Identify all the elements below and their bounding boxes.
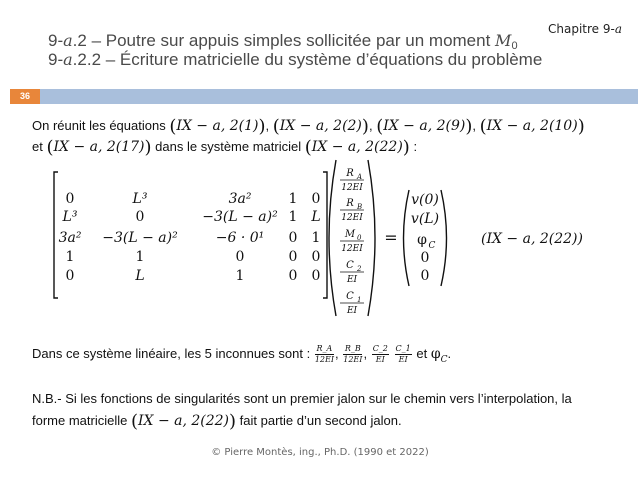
intro-line-2: et (IX − a, 2(17)) dans le système matriciel (IX − a, 2(22)) : xyxy=(32,137,418,158)
rhs-cell: v(L) xyxy=(410,211,440,227)
matrix-cell: 3a² xyxy=(58,230,82,246)
unknown-den: EI xyxy=(346,306,358,316)
rhs-cell-sub: C xyxy=(428,241,436,251)
matrix-cell: 1 xyxy=(235,268,245,284)
unknown-den: 12EI xyxy=(341,244,363,254)
matrix-cell: L xyxy=(135,268,145,284)
matrix-cell: 1 xyxy=(288,209,298,225)
matrix-cell: 0 xyxy=(311,191,321,207)
rhs-left-paren xyxy=(404,190,410,286)
unknown-num-sub: 0 xyxy=(357,234,362,242)
footer-copyright: © Pierre Montès, ing., Ph.D. (1990 et 2022) xyxy=(211,447,429,458)
unknown-num: R xyxy=(346,168,354,179)
matrix-cell: 1 xyxy=(288,191,298,207)
unknown-num-sub: 2 xyxy=(357,265,362,273)
matrix-cell: 0 xyxy=(311,268,321,284)
matrix-cell: −6 · 0¹ xyxy=(215,230,265,246)
matrix-left-bracket xyxy=(54,172,58,298)
nb-line-1: N.B.- Si les fonctions de singularités sont un premier jalon sur le chemin vers l’interpolation, la xyxy=(32,391,572,406)
unknown-frac-ra: $\frac{R\_A}{12EI}$ xyxy=(314,344,334,364)
matrix-cell: 0 xyxy=(235,249,245,265)
matrix-cell: 1 xyxy=(65,249,75,265)
rhs-right-paren xyxy=(441,190,447,286)
vector-right-paren xyxy=(368,160,375,316)
matrix-cell: L³ xyxy=(62,209,78,225)
matrix-cell: 1 xyxy=(135,249,145,265)
unknown-num: M xyxy=(344,229,356,240)
matrix-cell: L xyxy=(311,209,321,225)
unknown-num-sub: A xyxy=(357,173,363,181)
unknown-frac-c2: $\frac{C\_2}{EI}$ xyxy=(372,344,388,364)
matrix-cell: 0 xyxy=(288,249,298,265)
matrix-cell: 0 xyxy=(288,268,298,284)
equation-label: (IX − a, 2(22)) xyxy=(481,231,583,247)
unknown-num: C xyxy=(346,260,354,271)
unknown-den: EI xyxy=(346,275,358,285)
unknown-num: C xyxy=(346,291,354,302)
intro-line-1: On réunit les équations (IX − a, 2(1)), (IX − a, 2(2)), (IX − a, 2(9)), (IX − a, 2(10)) xyxy=(32,116,585,137)
rhs-cell: φ xyxy=(417,232,427,248)
rhs-cell: v(0) xyxy=(411,192,439,208)
page-number: 36 xyxy=(10,89,40,104)
rhs-cell: 0 xyxy=(420,268,430,284)
unknown-frac-rb: $\frac{R\_B}{12EI}$ xyxy=(343,344,363,364)
matrix-cell: 0 xyxy=(65,268,75,284)
unknowns-line: Dans ce système linéaire, les 5 inconnues sont : $\frac{R\_A}{12EI}$ , $\frac{R\_B}{12EI}$ , $\frac{C\_2}{EI}$ $\frac{C\_1}{EI}$ et $\varphi_C$. xyxy=(32,344,452,365)
equals-sign: = xyxy=(384,228,398,247)
matrix-cell: 1 xyxy=(311,230,321,246)
matrix-right-bracket xyxy=(323,172,327,298)
rhs-cell: 0 xyxy=(420,250,430,266)
page-subtitle: 9-a.2.2 – Écriture matricielle du système d’équations du problème xyxy=(48,50,543,69)
unknown-num: R xyxy=(346,198,354,209)
matrix-cell: 0 xyxy=(135,209,145,225)
matrix-cell: L³ xyxy=(132,191,148,207)
matrix-cell: 0 xyxy=(311,249,321,265)
matrix-cell: −3(L − a)² xyxy=(102,230,178,246)
matrix-cell: 3a² xyxy=(228,191,252,207)
matrix-cell: −3(L − a)² xyxy=(202,209,278,225)
chapter-label: Chapitre 9-a xyxy=(548,22,622,36)
matrix-cell: 0 xyxy=(65,191,75,207)
unknown-num-sub: B xyxy=(357,203,363,211)
unknown-num-sub: 1 xyxy=(357,296,362,304)
nb-line-2: forme matricielle (IX − a, 2(22)) fait partie d’un second jalon. xyxy=(32,411,402,432)
unknown-den: 12EI xyxy=(341,183,363,193)
unknown-den: 12EI xyxy=(341,213,363,223)
unknown-frac-c1: $\frac{C\_1}{EI}$ xyxy=(395,344,411,364)
vector-left-paren xyxy=(329,160,336,316)
matrix-cell: 0 xyxy=(288,230,298,246)
page-title: 9-a.2 – Poutre sur appuis simples sollicitée par un moment $M_0$ xyxy=(48,31,518,52)
